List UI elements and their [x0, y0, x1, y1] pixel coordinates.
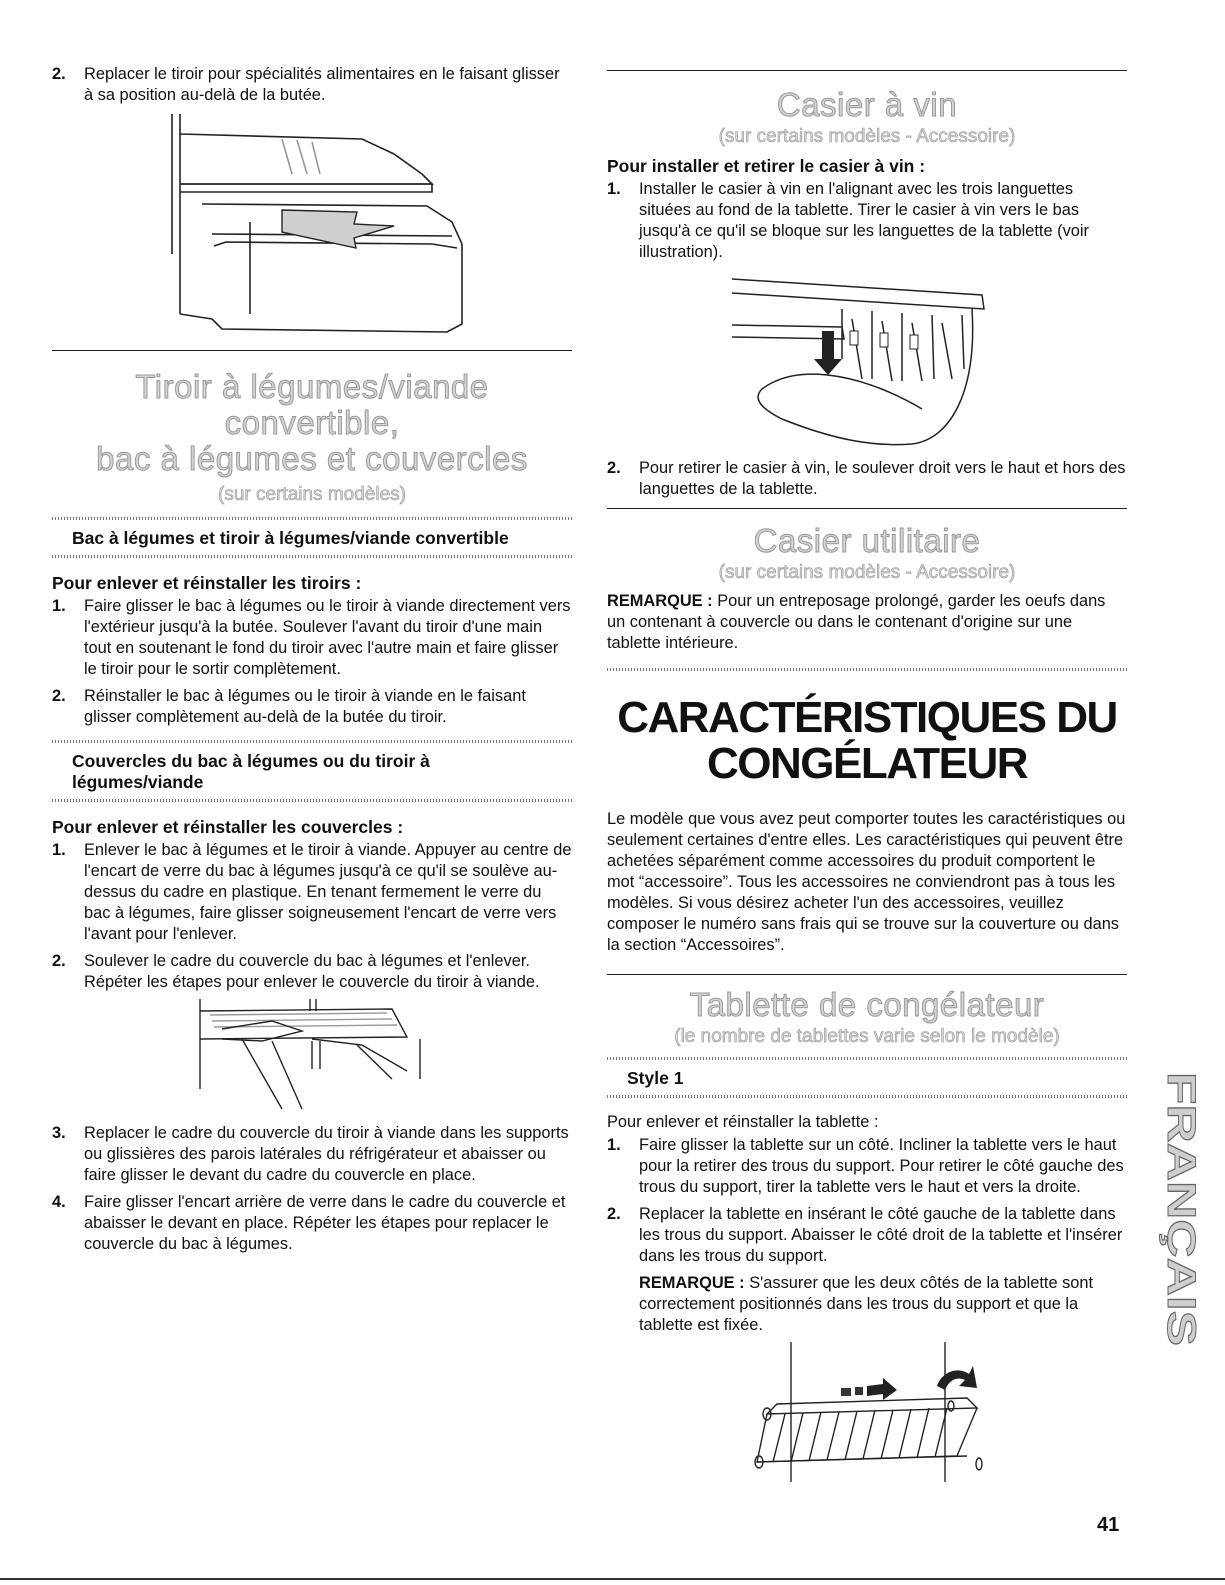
- remove-covers-heading: Pour enlever et réinstaller les couvercles :: [52, 817, 404, 837]
- step-text: Pour retirer le casier à vin, le soulever droit vers le haut et hors des languettes de la tablette.: [639, 459, 1126, 498]
- note-label: REMARQUE :: [639, 1274, 745, 1292]
- step-text: Faire glisser le bac à légumes ou le tiroir à viande directement vers l'extérieur jusqu'à la butée. Soulever l'avant du tiroir d'une main tout en soutenant le fond du tiroir avec l'autre main et faire glisser le tiroir pour le sortir complètement.: [84, 597, 571, 678]
- freezer-shelf-illustration: [737, 1342, 997, 1487]
- step-text: Replacer le tiroir pour spécialités alimentaires en le faisant glisser à sa position au-delà de la butée.: [84, 65, 560, 104]
- step-text: Faire glisser la tablette sur un côté. Incliner la tablette vers le haut pour la retirer des trous du support. Pour retirer le côté gauche des trous du support, tirer la tablette vers le haut et vers la droite.: [639, 1136, 1124, 1196]
- side-tab-label: FRANÇAIS: [1159, 1072, 1203, 1279]
- step-text: Réinstaller le bac à légumes ou le tiroir à viande en le faisant glisser complètement au-delà de la butée du tiroir.: [84, 687, 526, 726]
- step-text: Replacer le cadre du couvercle du tiroir à viande dans les supports ou glissières des parois latérales du réfrigérateur et abaisser ou faire glisser le devant du cadre du couvercle en place.: [84, 1124, 569, 1184]
- replace-covers-steps: [52, 1123, 572, 1255]
- step-item: [52, 596, 572, 680]
- dotted-divider: [52, 555, 572, 558]
- step-number: 1.: [52, 841, 66, 859]
- section-title: Tablette de congélateur: [689, 986, 1045, 1023]
- remove-drawers-steps: [52, 596, 572, 728]
- step-item: [607, 179, 1127, 263]
- freezer-shelf-header: [607, 987, 1127, 1049]
- step-number: 1.: [607, 1136, 621, 1154]
- step-number: 2.: [607, 459, 621, 477]
- step-number: 4.: [52, 1193, 66, 1211]
- step-item: [607, 458, 1127, 500]
- language-side-tab: [1138, 1068, 1203, 1350]
- step-text: Replacer la tablette en insérant le côté gauche de la tablette dans les trous du support. Abaisser le côté droit de la tablette et l'insérer dans les trous du support.: [639, 1205, 1123, 1265]
- dotted-divider: [607, 668, 1127, 671]
- section-title: Casier utilitaire: [753, 522, 981, 559]
- dotted-divider: [607, 1095, 1127, 1098]
- wine-rack-heading: Pour installer et retirer le casier à vin :: [607, 156, 926, 176]
- step-item: [52, 686, 572, 728]
- section-divider: [607, 70, 1127, 71]
- note-text: Pour un entreposage prolongé, garder les oeufs dans un contenant à couvercle ou dans le contenant d'origine sur une tablette intérieure.: [607, 592, 1106, 652]
- shelf-note: [639, 1273, 1127, 1336]
- step-number: 2.: [607, 1205, 621, 1223]
- title-line2: CONGÉLATEUR: [706, 739, 1027, 788]
- step-item: [52, 840, 572, 945]
- step-number: 2.: [52, 687, 66, 705]
- step-item: [52, 951, 572, 993]
- crisper-section-header: [52, 369, 572, 507]
- step-text: Soulever le cadre du couvercle du bac à légumes et l'enlever. Répéter les étapes pour enlever le couvercle du tiroir à viande.: [84, 952, 540, 991]
- remove-covers-steps: [52, 840, 572, 993]
- utility-bin-header: [607, 523, 1127, 585]
- covers-box-heading: Couvercles du bac à légumes ou du tiroir à légumes/viande: [72, 751, 430, 792]
- section-subtitle: (sur certains modèles): [218, 484, 406, 505]
- step-number: 1.: [607, 180, 621, 198]
- right-column: [607, 64, 1127, 1487]
- drawer-illustration: [132, 114, 492, 344]
- wine-rack-illustration: [722, 269, 1012, 454]
- cover-illustration: [192, 999, 432, 1109]
- section-subtitle: (le nombre de tablettes varie selon le modèle): [674, 1026, 1060, 1047]
- step-item: [52, 1123, 572, 1186]
- wine-rack-header: [607, 87, 1127, 149]
- remove-drawers-heading: Pour enlever et réinstaller les tiroirs :: [52, 573, 362, 593]
- section-title: Casier à vin: [776, 86, 958, 123]
- page-number: 41: [1097, 1514, 1120, 1536]
- step-number: 2.: [52, 65, 66, 83]
- title-line1: CARACTÉRISTIQUES DU: [617, 693, 1117, 742]
- step-number: 2.: [52, 952, 66, 970]
- note-label: REMARQUE :: [607, 592, 713, 610]
- left-column: [52, 64, 572, 1261]
- step-text: Enlever le bac à légumes et le tiroir à viande. Appuyer au centre de l'encart de verre du bac à légumes jusqu'à ce qu'il se soulève au-dessus du cadre en plastique. En tenant fermement le verre du bac à légumes, faire glisser soigneusement l'encart de verre vers l'avant pour l'enlever.: [84, 841, 572, 943]
- section-divider: [607, 508, 1127, 509]
- section-subtitle: (sur certains modèles - Accessoire): [718, 126, 1016, 147]
- step-item: [607, 1135, 1127, 1198]
- section-title-line1: Tiroir à légumes/viande convertible,: [135, 368, 489, 441]
- drawer-replace-step: [52, 64, 572, 106]
- section-divider: [607, 974, 1127, 975]
- freezer-intro: Le modèle que vous avez peut comporter toutes les caractéristiques ou seulement certaines d'entre elles. Les caractéristiques qui peuvent être achetées séparément comme accessoires du produit comportent le mot “accessoire”. Tous les accessoires ne conviendront pas à tous les modèles. Si vous désirez acheter l'un des accessoires, veuillez composer le numéro sans frais qui se trouve sur la couverture ou dans la section “Accessoires”.: [607, 810, 1126, 954]
- step-number: 1.: [52, 597, 66, 615]
- step-text: Installer le casier à vin en l'alignant avec les trois languettes situées au fond de la tablette. Tirer le casier à vin vers le bas jusqu'à ce qu'il se bloque sur les languettes de la tablette (voir illustration).: [639, 180, 1089, 261]
- note-text: S'assurer que les deux côtés de la tablette sont correctement positionnés dans les trous du support et que la tablette est fixée.: [639, 1274, 1094, 1334]
- step-text: Faire glisser l'encart arrière de verre dans le cadre du couvercle et abaisser le devant en place. Répéter les étapes pour replacer le couvercle du bac à légumes.: [84, 1193, 566, 1253]
- utility-note: [607, 591, 1127, 654]
- step-item: [52, 1192, 572, 1255]
- section-divider: [52, 350, 572, 351]
- section-subtitle: (sur certains modèles - Accessoire): [718, 562, 1016, 583]
- dotted-divider: [52, 799, 572, 802]
- section-title-line2: bac à légumes et couvercles: [96, 440, 528, 477]
- page-bottom-rule: [0, 1578, 1225, 1580]
- step-number: 3.: [52, 1124, 66, 1142]
- step-item: [607, 1204, 1127, 1336]
- style-heading: Style 1: [627, 1068, 684, 1088]
- freezer-features-title: [607, 695, 1127, 787]
- shelf-intro: Pour enlever et réinstaller la tablette :: [607, 1113, 879, 1131]
- crisper-box-heading: Bac à légumes et tiroir à légumes/viande convertible: [72, 528, 509, 548]
